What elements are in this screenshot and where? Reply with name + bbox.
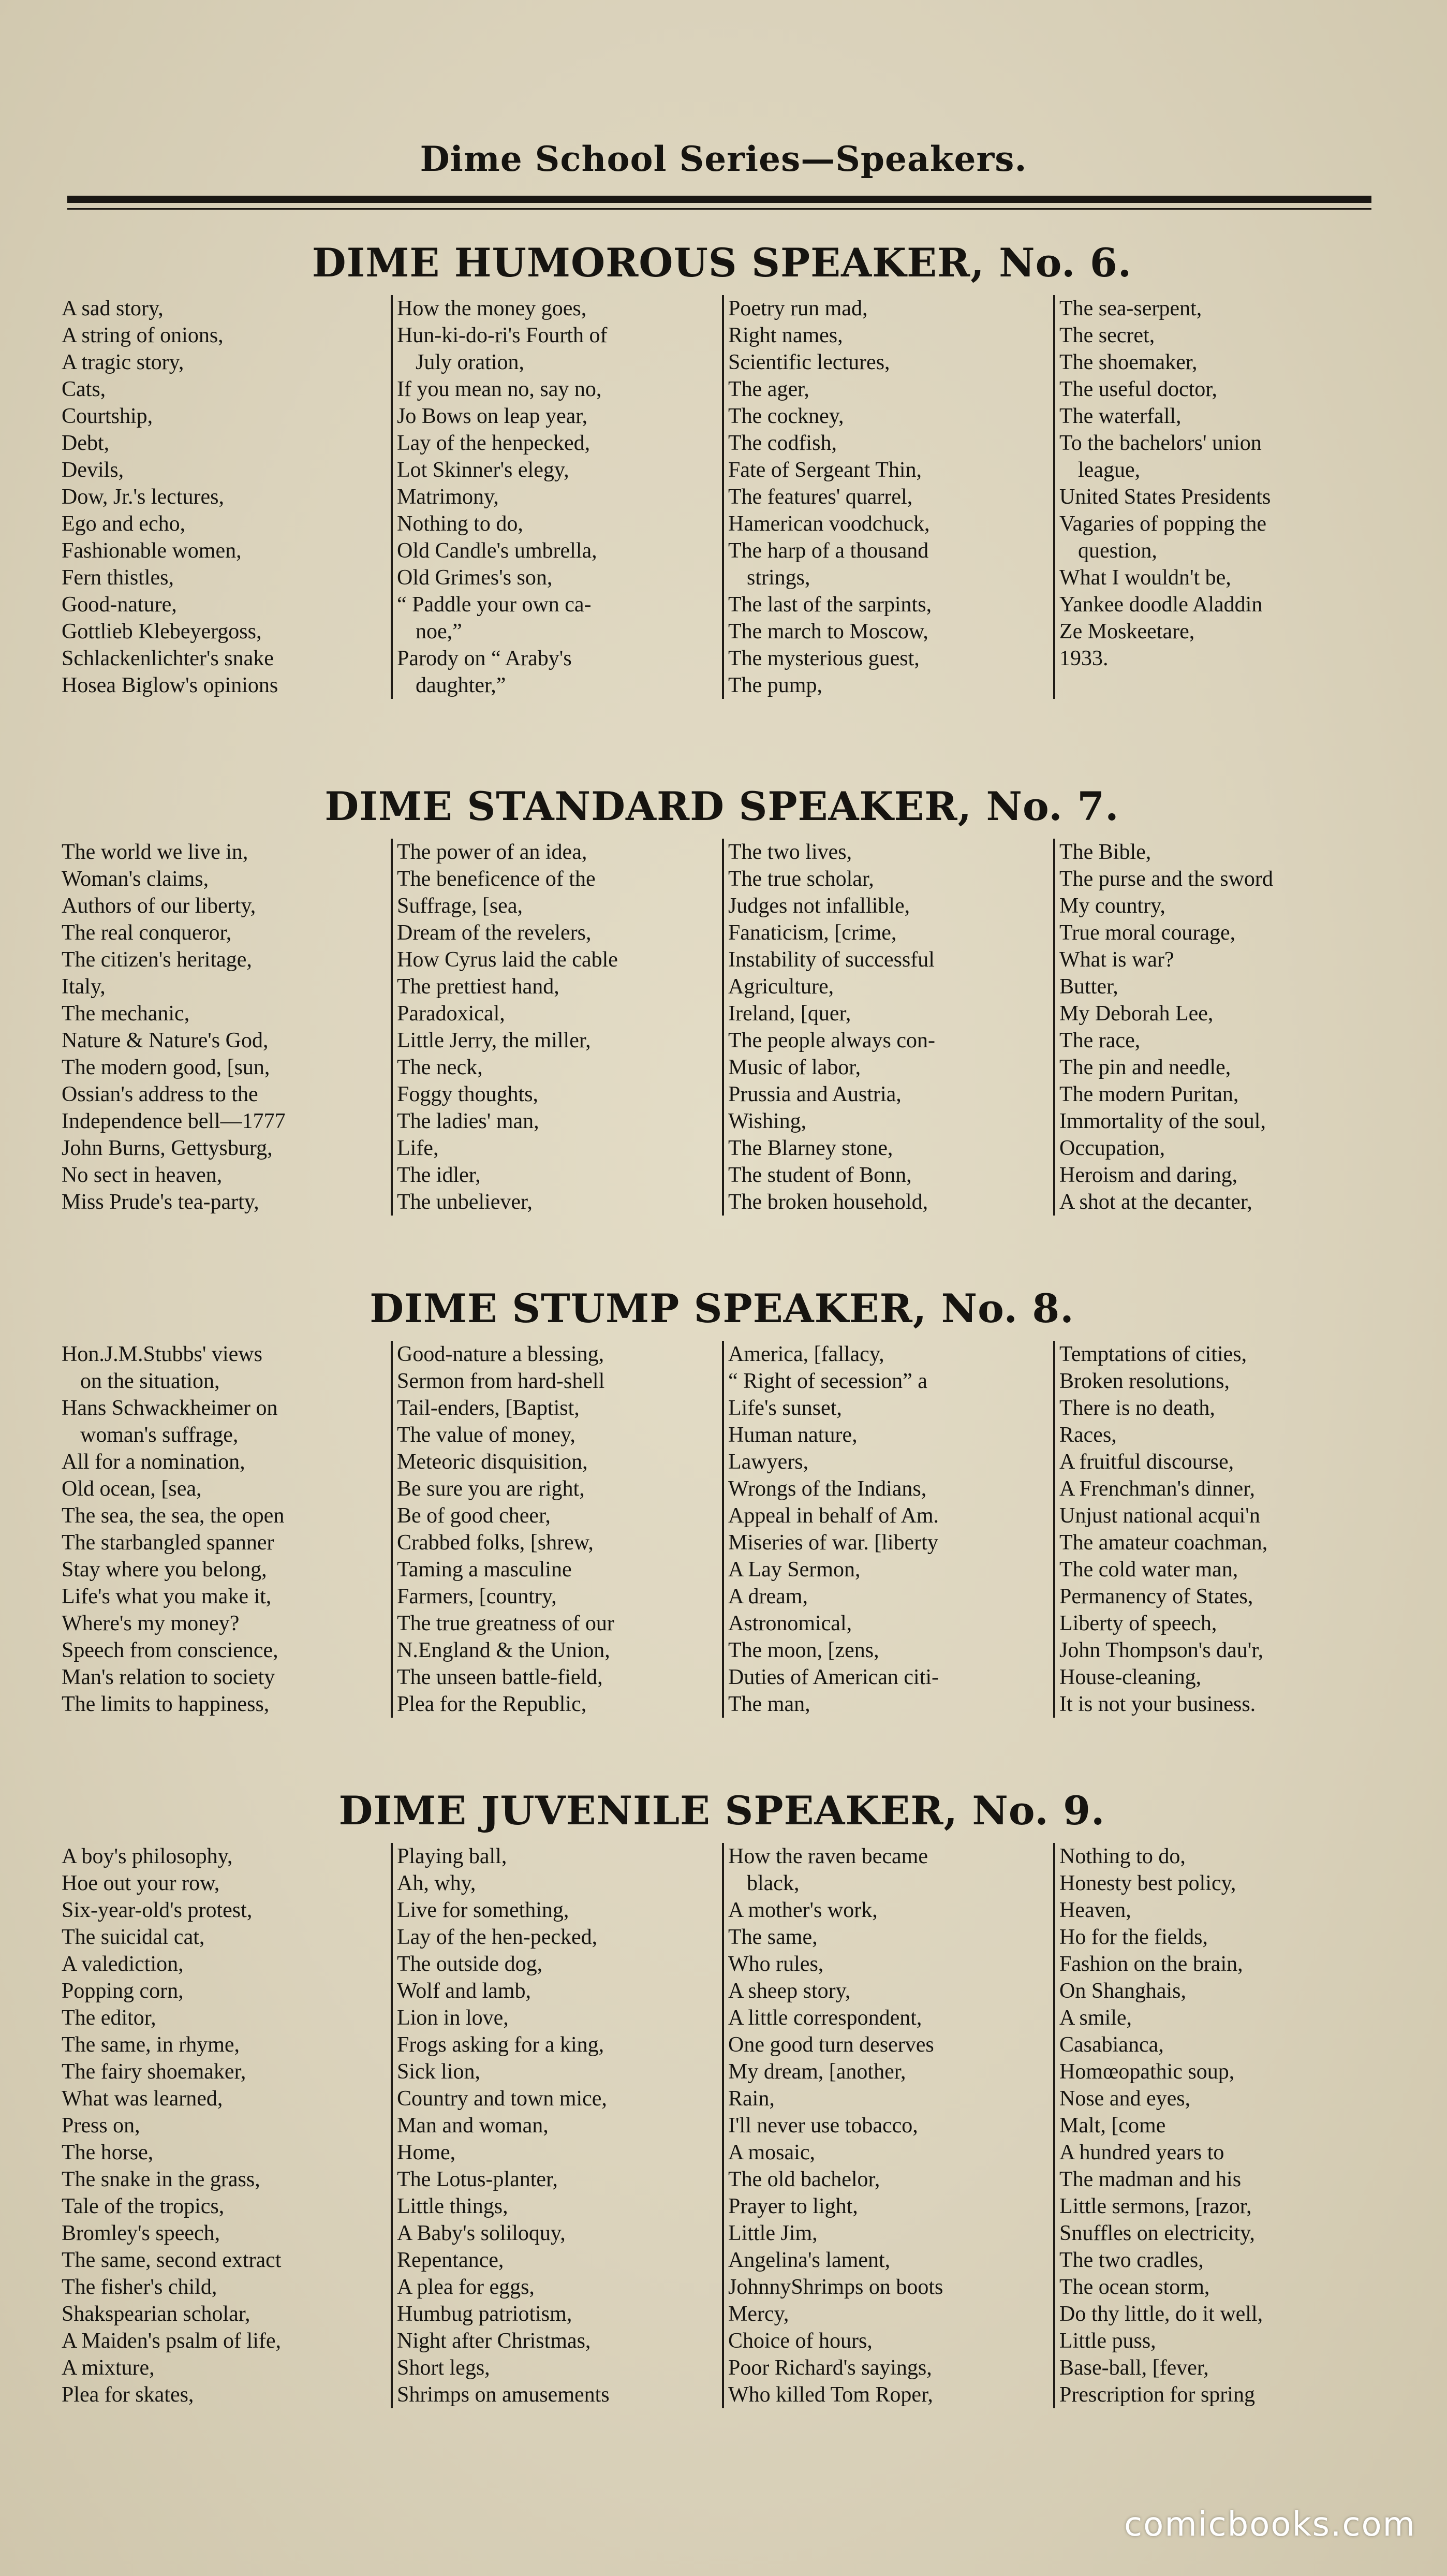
title-entry: Who killed Tom Roper, xyxy=(728,2383,933,2407)
title-entry: Wrongs of the Indians, xyxy=(728,1477,927,1501)
title-entry: Snuffles on electricity, xyxy=(1059,2221,1255,2245)
title-entry: Nature & Nature's God, xyxy=(62,1029,269,1052)
title-entry: Life's sunset, xyxy=(728,1396,842,1420)
title-entry: Plea for the Republic, xyxy=(397,1692,587,1716)
title-entry: The ager, xyxy=(728,377,809,401)
column-4 xyxy=(1053,295,1384,699)
title-entry: The last of the sarpints, xyxy=(728,593,932,617)
title-entry: Dream of the revelers, xyxy=(397,921,592,945)
title-entry: My dream, [another, xyxy=(728,2060,906,2084)
title-entry: The same, second extract xyxy=(62,2248,282,2272)
column-3 xyxy=(722,1341,1053,1718)
title-entry: Parody on “ Araby's xyxy=(397,647,572,670)
title-entry: The idler, xyxy=(397,1163,481,1187)
title-entry: Music of labor, xyxy=(728,1056,861,1079)
column-2 xyxy=(391,839,722,1216)
title-entry: The modern good, [sun, xyxy=(62,1056,270,1079)
title-entry: Schlackenlichter's snake xyxy=(62,647,274,670)
title-entry: Lay of the henpecked, xyxy=(397,431,590,455)
title-entry: Do thy little, do it well, xyxy=(1059,2302,1263,2326)
title-entry: The mysterious guest, xyxy=(728,647,920,670)
title-entry: Plea for skates, xyxy=(62,2383,194,2407)
title-entry: The mechanic, xyxy=(62,1002,190,1026)
title-entry: Poetry run mad, xyxy=(728,297,868,320)
title-entry: Ossian's address to the xyxy=(62,1082,258,1106)
title-entry: Ego and echo, xyxy=(62,512,186,536)
title-entry: Ho for the fields, xyxy=(1059,1925,1208,1949)
title-entry: Instability of successful xyxy=(728,948,935,972)
title-entry: The moon, [zens, xyxy=(728,1638,879,1662)
title-entry: The real conqueror, xyxy=(62,921,232,945)
title-entry: Good-nature, xyxy=(62,593,177,617)
title-entry: The useful doctor, xyxy=(1059,377,1218,401)
title-entry: July oration, xyxy=(416,350,524,374)
title-entry: Little Jim, xyxy=(728,2221,818,2245)
title-entry: A smile, xyxy=(1059,2006,1132,2030)
title-entry: The amateur coachman, xyxy=(1059,1531,1268,1555)
title-entry: Ze Moskeetare, xyxy=(1059,620,1195,643)
title-entry: “ Paddle your own ca- xyxy=(397,593,592,617)
title-entry: Dow, Jr.'s lectures, xyxy=(62,485,224,509)
title-entry: A fruitful discourse, xyxy=(1059,1450,1234,1474)
title-entry: Poor Richard's sayings, xyxy=(728,2356,932,2380)
title-entry: The unbeliever, xyxy=(397,1190,533,1214)
title-entry: Little things, xyxy=(397,2194,508,2218)
title-entry: Suffrage, [sea, xyxy=(397,894,523,918)
title-entry: John Thompson's dau'r, xyxy=(1059,1638,1264,1662)
title-entry: Nothing to do, xyxy=(397,512,523,536)
title-entry: Human nature, xyxy=(728,1423,858,1447)
title-entry: The outside dog, xyxy=(397,1952,543,1976)
title-entry: Old Grimes's son, xyxy=(397,566,553,590)
title-entry: JohnnyShrimps on boots xyxy=(728,2275,943,2299)
title-entry: What I wouldn't be, xyxy=(1059,566,1231,590)
title-entry: N.England & the Union, xyxy=(397,1638,610,1662)
title-entry: woman's suffrage, xyxy=(80,1423,239,1447)
title-entry: A valediction, xyxy=(62,1952,184,1976)
title-entry: Prescription for spring xyxy=(1059,2383,1255,2407)
title-entry: black, xyxy=(747,1871,800,1895)
title-entry: Appeal in behalf of Am. xyxy=(728,1504,939,1528)
title-entry: Crabbed folks, [shrew, xyxy=(397,1531,594,1555)
title-entry: On Shanghais, xyxy=(1059,1979,1186,2003)
title-entry: Farmers, [country, xyxy=(397,1585,557,1608)
column-2 xyxy=(391,295,722,699)
title-entry: Fern thistles, xyxy=(62,566,174,590)
title-entry: A dream, xyxy=(728,1585,808,1608)
title-entry: The broken household, xyxy=(728,1190,928,1214)
title-entry: Fanaticism, [crime, xyxy=(728,921,897,945)
title-entry: Lawyers, xyxy=(728,1450,809,1474)
title-entry: The march to Moscow, xyxy=(728,620,928,643)
title-entry: The citizen's heritage, xyxy=(62,948,252,972)
title-entry: The harp of a thousand xyxy=(728,539,929,563)
title-entry: Miseries of war. [liberty xyxy=(728,1531,938,1555)
title-entry: The ocean storm, xyxy=(1059,2275,1210,2299)
title-entry: Mercy, xyxy=(728,2302,789,2326)
site-watermark: comicbooks.com xyxy=(1124,2506,1416,2544)
title-entry: How Cyrus laid the cable xyxy=(397,948,618,972)
title-entry: Prussia and Austria, xyxy=(728,1082,902,1106)
title-entry: The unseen battle-field, xyxy=(397,1665,603,1689)
title-entry: What was learned, xyxy=(62,2087,223,2111)
title-entry: strings, xyxy=(747,566,810,590)
title-entry: John Burns, Gettysburg, xyxy=(62,1136,273,1160)
title-entry: Unjust national acqui'n xyxy=(1059,1504,1260,1528)
section-title: DIME STUMP SPEAKER, No. 8. xyxy=(370,1285,1074,1331)
column-1 xyxy=(60,1341,391,1718)
title-entry: The cockney, xyxy=(728,404,844,428)
title-entry: A hundred years to xyxy=(1059,2141,1224,2164)
title-entry: on the situation, xyxy=(80,1369,220,1393)
title-entry: Old Candle's umbrella, xyxy=(397,539,597,563)
column-4 xyxy=(1053,1843,1384,2408)
title-entry: The fisher's child, xyxy=(62,2275,217,2299)
title-entry: To the bachelors' union xyxy=(1059,431,1262,455)
title-entry: Lot Skinner's elegy, xyxy=(397,458,569,482)
title-entry: The secret, xyxy=(1059,324,1155,347)
title-entry: Be of good cheer, xyxy=(397,1504,551,1528)
title-entry: Duties of American citi- xyxy=(728,1665,939,1689)
title-entry: My Deborah Lee, xyxy=(1059,1002,1214,1026)
title-entry: The two cradles, xyxy=(1059,2248,1204,2272)
title-entry: Hamerican voodchuck, xyxy=(728,512,930,536)
section-columns xyxy=(60,1843,1384,2408)
title-entry: A tragic story, xyxy=(62,350,184,374)
title-entry: The pump, xyxy=(728,674,822,697)
title-entry: Home, xyxy=(397,2141,456,2164)
title-entry: Miss Prude's tea-party, xyxy=(62,1190,259,1214)
title-entry: The Blarney stone, xyxy=(728,1136,893,1160)
column-3 xyxy=(722,1843,1053,2408)
title-entry: The student of Bonn, xyxy=(728,1163,912,1187)
title-entry: Fate of Sergeant Thin, xyxy=(728,458,922,482)
title-entry: Old ocean, [sea, xyxy=(62,1477,202,1501)
title-entry: A string of onions, xyxy=(62,324,224,347)
column-2 xyxy=(391,1843,722,2408)
title-entry: Wishing, xyxy=(728,1109,807,1133)
title-entry: The neck, xyxy=(397,1056,483,1079)
title-entry: Tale of the tropics, xyxy=(62,2194,225,2218)
title-entry: Yankee doodle Aladdin xyxy=(1059,593,1263,617)
title-entry: A little correspondent, xyxy=(728,2006,922,2030)
title-entry: The true greatness of our xyxy=(397,1612,614,1635)
title-entry: The same, in rhyme, xyxy=(62,2033,240,2057)
title-entry: The old bachelor, xyxy=(728,2168,880,2191)
title-entry: Where's my money? xyxy=(62,1612,240,1635)
title-entry: Nose and eyes, xyxy=(1059,2087,1191,2111)
title-entry: The waterfall, xyxy=(1059,404,1182,428)
title-entry: The pin and needle, xyxy=(1059,1056,1231,1079)
title-entry: Tail-enders, [Baptist, xyxy=(397,1396,580,1420)
title-entry: noe,” xyxy=(416,620,462,643)
title-entry: Bromley's speech, xyxy=(62,2221,220,2245)
title-entry: True moral courage, xyxy=(1059,921,1236,945)
title-entry: Jo Bows on leap year, xyxy=(397,404,588,428)
title-entry: Vagaries of popping the xyxy=(1059,512,1267,536)
title-entry: Wolf and lamb, xyxy=(397,1979,531,2003)
title-entry: Fashionable women, xyxy=(62,539,242,563)
title-entry: Live for something, xyxy=(397,1898,569,1922)
title-entry: Sermon from hard-shell xyxy=(397,1369,605,1393)
title-entry: Man and woman, xyxy=(397,2114,549,2138)
title-entry: My country, xyxy=(1059,894,1165,918)
title-entry: The editor, xyxy=(62,2006,156,2030)
title-entry: Immortality of the soul, xyxy=(1059,1109,1266,1133)
title-entry: The madman and his xyxy=(1059,2168,1242,2191)
title-entry: Stay where you belong, xyxy=(62,1558,267,1582)
title-entry: Lay of the hen-pecked, xyxy=(397,1925,598,1949)
title-entry: Astronomical, xyxy=(728,1612,852,1635)
title-entry: The sea, the sea, the open xyxy=(62,1504,285,1528)
title-entry: Heaven, xyxy=(1059,1898,1131,1922)
title-entry: Debt, xyxy=(62,431,110,455)
section-columns xyxy=(60,295,1384,699)
title-entry: Ireland, [quer, xyxy=(728,1002,851,1026)
column-1 xyxy=(60,295,391,699)
title-entry: 1933. xyxy=(1059,647,1109,670)
title-entry: A Lay Sermon, xyxy=(728,1558,861,1582)
title-entry: How the money goes, xyxy=(397,297,587,320)
title-entry: Short legs, xyxy=(397,2356,490,2380)
title-entry: The sea-serpent, xyxy=(1059,297,1202,320)
title-entry: Meteoric disquisition, xyxy=(397,1450,588,1474)
title-entry: The Lotus-planter, xyxy=(397,2168,558,2191)
title-entry: Honesty best policy, xyxy=(1059,1871,1236,1895)
title-entry: House-cleaning, xyxy=(1059,1665,1202,1689)
title-entry: A Maiden's psalm of life, xyxy=(62,2329,281,2353)
title-entry: The true scholar, xyxy=(728,867,874,891)
section-humorous-speaker xyxy=(60,238,1384,699)
title-entry: Hoe out your row, xyxy=(62,1871,220,1895)
title-entry: The power of an idea, xyxy=(397,840,587,864)
title-entry: A mixture, xyxy=(62,2356,155,2380)
section-standard-speaker xyxy=(60,782,1384,1216)
title-entry: Broken resolutions, xyxy=(1059,1369,1230,1393)
title-entry: How the raven became xyxy=(728,1845,928,1868)
title-entry: Base-ball, [fever, xyxy=(1059,2356,1209,2380)
section-columns xyxy=(60,839,1384,1216)
title-entry: daughter,” xyxy=(416,674,506,697)
title-entry: Courtship, xyxy=(62,404,153,428)
title-entry: Night after Christmas, xyxy=(397,2329,591,2353)
title-entry: The ladies' man, xyxy=(397,1109,539,1133)
title-entry: Hun-ki-do-ri's Fourth of xyxy=(397,324,608,347)
column-4 xyxy=(1053,1341,1384,1718)
title-entry: The snake in the grass, xyxy=(62,2168,260,2191)
title-entry: Homœopathic soup, xyxy=(1059,2060,1235,2084)
title-entry: All for a nomination, xyxy=(62,1450,245,1474)
column-4 xyxy=(1053,839,1384,1216)
title-entry: Fashion on the brain, xyxy=(1059,1952,1243,1976)
title-entry: A sheep story, xyxy=(728,1979,851,2003)
title-entry: The starbangled spanner xyxy=(62,1531,274,1555)
section-columns xyxy=(60,1341,1384,1718)
title-entry: Judges not infallible, xyxy=(728,894,910,918)
title-entry: Hosea Biglow's opinions xyxy=(62,674,278,697)
title-entry: A mosaic, xyxy=(728,2141,815,2164)
title-entry: Frogs asking for a king, xyxy=(397,2033,604,2057)
title-entry: Woman's claims, xyxy=(62,867,209,891)
title-entry: Authors of our liberty, xyxy=(62,894,256,918)
title-entry: Good-nature a blessing, xyxy=(397,1342,604,1366)
title-entry: The prettiest hand, xyxy=(397,975,559,999)
section-stump-speaker xyxy=(60,1284,1384,1718)
title-entry: Foggy thoughts, xyxy=(397,1082,539,1106)
title-entry: The purse and the sword xyxy=(1059,867,1273,891)
title-entry: The limits to happiness, xyxy=(62,1692,270,1716)
section-title: DIME JUVENILE SPEAKER, No. 9. xyxy=(338,1788,1105,1834)
title-entry: The value of money, xyxy=(397,1423,575,1447)
title-entry: Little sermons, [razor, xyxy=(1059,2194,1252,2218)
title-entry: Nothing to do, xyxy=(1059,1845,1186,1868)
title-entry: Butter, xyxy=(1059,975,1118,999)
title-entry: Who rules, xyxy=(728,1952,824,1976)
header-rule-thick xyxy=(67,196,1371,203)
title-entry: A Baby's soliloquy, xyxy=(397,2221,566,2245)
title-entry: Little puss, xyxy=(1059,2329,1156,2353)
title-entry: A Frenchman's dinner, xyxy=(1059,1477,1255,1501)
title-entry: Country and town mice, xyxy=(397,2087,607,2111)
header-rule-thin xyxy=(67,208,1371,210)
title-entry: The suicidal cat, xyxy=(62,1925,205,1949)
title-entry: A boy's philosophy, xyxy=(62,1845,233,1868)
title-entry: Italy, xyxy=(62,975,106,999)
column-1 xyxy=(60,1843,391,2408)
title-entry: Ah, why, xyxy=(397,1871,476,1895)
page-header: Dime School Series—Speakers. xyxy=(420,139,1027,179)
title-entry: The world we live in, xyxy=(62,840,248,864)
title-entry: Life, xyxy=(397,1136,439,1160)
title-entry: If you mean no, say no, xyxy=(397,377,602,401)
title-entry: Be sure you are right, xyxy=(397,1477,585,1501)
title-entry: The shoemaker, xyxy=(1059,350,1198,374)
title-entry: Rain, xyxy=(728,2087,775,2111)
title-entry: One good turn deserves xyxy=(728,2033,934,2057)
title-entry: Occupation, xyxy=(1059,1136,1165,1160)
title-entry: The horse, xyxy=(62,2141,154,2164)
title-entry: Hon.J.M.Stubbs' views xyxy=(62,1342,262,1366)
title-entry: What is war? xyxy=(1059,948,1174,972)
title-entry: Life's what you make it, xyxy=(62,1585,272,1608)
section-title: DIME HUMOROUS SPEAKER, No. 6. xyxy=(312,240,1132,286)
column-2 xyxy=(391,1341,722,1718)
title-entry: Independence bell—1777 xyxy=(62,1109,286,1133)
title-entry: The beneficence of the xyxy=(397,867,596,891)
title-entry: Sick lion, xyxy=(397,2060,481,2084)
title-entry: Taming a masculine xyxy=(397,1558,572,1582)
title-entry: Scientific lectures, xyxy=(728,350,890,374)
section-juvenile-speaker xyxy=(60,1786,1384,2408)
title-entry: Casabianca, xyxy=(1059,2033,1164,2057)
title-entry: Shakspearian scholar, xyxy=(62,2302,250,2326)
title-entry: The cold water man, xyxy=(1059,1558,1238,1582)
title-entry: A mother's work, xyxy=(728,1898,878,1922)
title-entry: league, xyxy=(1078,458,1141,482)
title-entry: “ Right of secession” a xyxy=(728,1369,927,1393)
title-entry: Temptations of cities, xyxy=(1059,1342,1247,1366)
title-entry: Devils, xyxy=(62,458,124,482)
title-entry: The two lives, xyxy=(728,840,852,864)
title-entry: The fairy shoemaker, xyxy=(62,2060,246,2084)
title-entry: America, [fallacy, xyxy=(728,1342,884,1366)
title-entry: Choice of hours, xyxy=(728,2329,873,2353)
title-entry: Shrimps on amusements xyxy=(397,2383,610,2407)
title-entry: Lion in love, xyxy=(397,2006,509,2030)
title-entry: Gottlieb Klebeyergoss, xyxy=(62,620,262,643)
title-entry: question, xyxy=(1078,539,1157,563)
title-entry: Liberty of speech, xyxy=(1059,1612,1217,1635)
title-entry: United States Presidents xyxy=(1059,485,1271,509)
title-entry: Hans Schwackheimer on xyxy=(62,1396,278,1420)
title-entry: Man's relation to society xyxy=(62,1665,275,1689)
section-title: DIME STANDARD SPEAKER, No. 7. xyxy=(324,783,1119,829)
title-entry: No sect in heaven, xyxy=(62,1163,223,1187)
title-entry: A plea for eggs, xyxy=(397,2275,535,2299)
title-entry: It is not your business. xyxy=(1059,1692,1256,1716)
title-entry: Speech from conscience, xyxy=(62,1638,278,1662)
title-entry: The same, xyxy=(728,1925,818,1949)
title-entry: The modern Puritan, xyxy=(1059,1082,1239,1106)
title-entry: Press on, xyxy=(62,2114,140,2138)
title-entry: The Bible, xyxy=(1059,840,1151,864)
title-entry: Popping corn, xyxy=(62,1979,184,2003)
title-entry: Races, xyxy=(1059,1423,1117,1447)
title-entry: Humbug patriotism, xyxy=(397,2302,572,2326)
column-1 xyxy=(60,839,391,1216)
title-entry: Playing ball, xyxy=(397,1845,507,1868)
title-entry: Little Jerry, the miller, xyxy=(397,1029,591,1052)
title-entry: Malt, [come xyxy=(1059,2114,1166,2138)
title-entry: Permanency of States, xyxy=(1059,1585,1253,1608)
title-entry: Right names, xyxy=(728,324,843,347)
title-entry: Heroism and daring, xyxy=(1059,1163,1238,1187)
title-entry: The codfish, xyxy=(728,431,837,455)
column-3 xyxy=(722,295,1053,699)
title-entry: The features' quarrel, xyxy=(728,485,913,509)
title-entry: Cats, xyxy=(62,377,106,401)
title-entry: There is no death, xyxy=(1059,1396,1215,1420)
title-entry: Angelina's lament, xyxy=(728,2248,891,2272)
title-entry: A shot at the decanter, xyxy=(1059,1190,1252,1214)
title-entry: The man, xyxy=(728,1692,810,1716)
title-entry: The people always con- xyxy=(728,1029,936,1052)
column-3 xyxy=(722,839,1053,1216)
title-entry: Prayer to light, xyxy=(728,2194,858,2218)
title-entry: Paradoxical, xyxy=(397,1002,505,1026)
title-entry: I'll never use tobacco, xyxy=(728,2114,918,2138)
title-entry: Six-year-old's protest, xyxy=(62,1898,253,1922)
title-entry: Repentance, xyxy=(397,2248,504,2272)
title-entry: The race, xyxy=(1059,1029,1141,1052)
title-entry: Matrimony, xyxy=(397,485,499,509)
title-entry: Agriculture, xyxy=(728,975,834,999)
title-entry: A sad story, xyxy=(62,297,164,320)
